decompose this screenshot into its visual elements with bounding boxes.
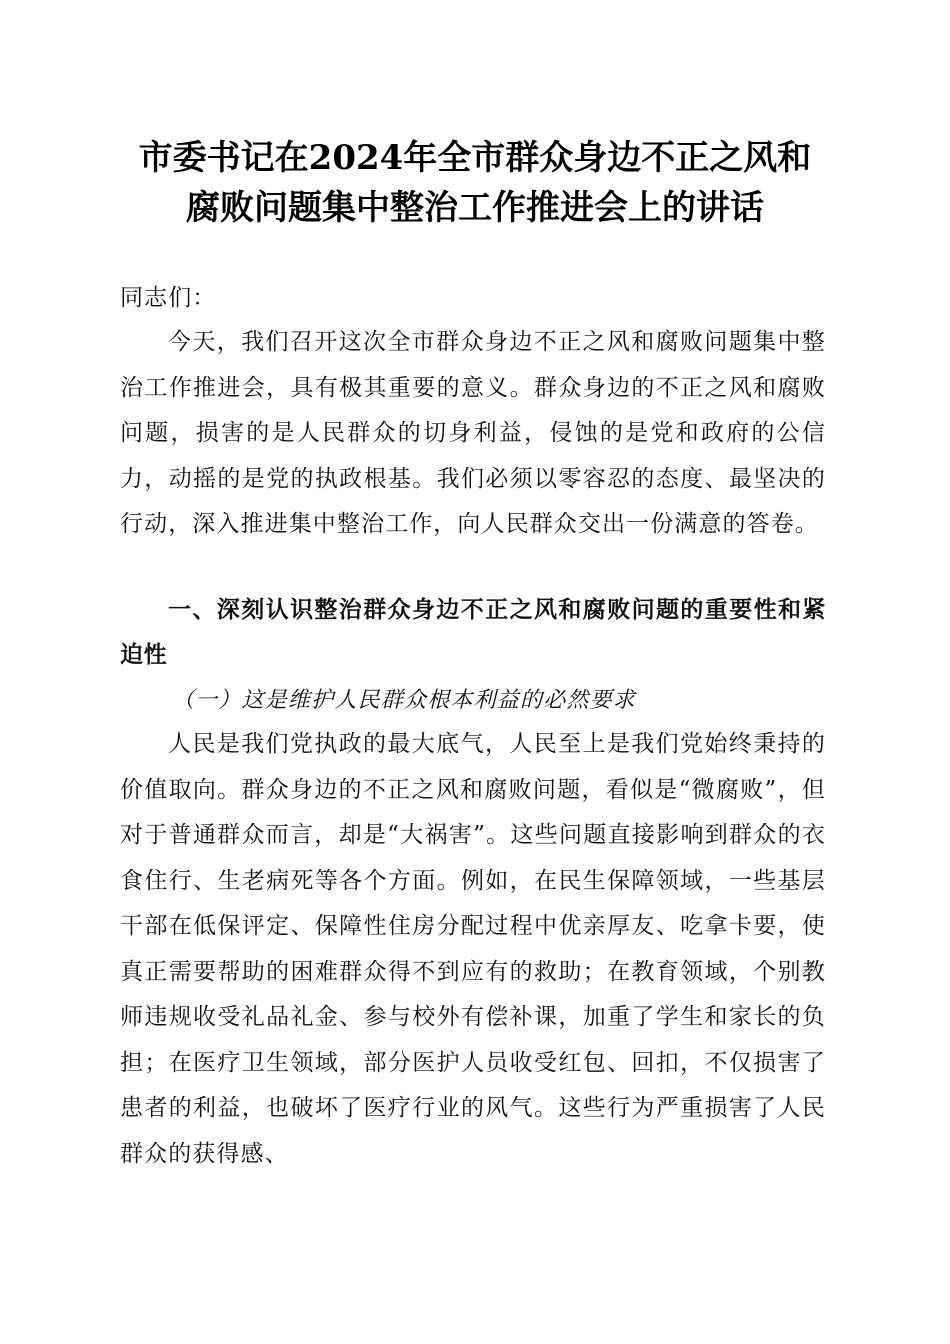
section-heading-1: 一、深刻认识整治群众身边不正之风和腐败问题的重要性和紧迫性 xyxy=(120,597,826,668)
salutation: 同志们： xyxy=(120,285,217,311)
subsection-heading-1: （一）这是维护人民群众根本利益的必然要求 xyxy=(172,688,637,713)
title-line-2: 腐败问题集中整治工作推进会上的讲话 xyxy=(186,188,764,228)
paragraph-intro: 今天，我们召开这次全市群众身边不正之风和腐败问题集中整治工作推进会，具有极其重要的意义。群众身边的不正之风和腐败问题，损害的是人民群众的切身利益，侵蚀的是党和政府的公信力，动摇的是党的执政根基。我们必须以零容忍的态度、最坚决的行动，深入推进集中整治工作，向人民群众交出一份满意的答卷。 xyxy=(120,329,826,537)
document-title xyxy=(100,133,850,233)
title-line-1: 市委书记在2024年全市群众身边不正之风和 xyxy=(138,138,812,178)
paragraph-body: 人民是我们党执政的最大底气，人民至上是我们党始终秉持的价值取向。群众身边的不正之风和腐败问题，看似是“微腐败”，但对于普通群众而言，却是“大祸害”。这些问题直接影响到群众的衣食住行、生老病死等各个方面。例如，在民生保障领域，一些基层干部在低保评定、保障性住房分配过程中优亲厚友、吃拿卡要，使真正需要帮助的困难群众得不到应有的救助；在教育领域，个别教师违规收受礼品礼金、参与校外有偿补课，加重了学生和家长的负担；在医疗卫生领域，部分医护人员收受红包、回扣，不仅损害了患者的利益，也破坏了医疗行业的风气。这些行为严重损害了人民群众的获得感、 xyxy=(120,731,826,1167)
